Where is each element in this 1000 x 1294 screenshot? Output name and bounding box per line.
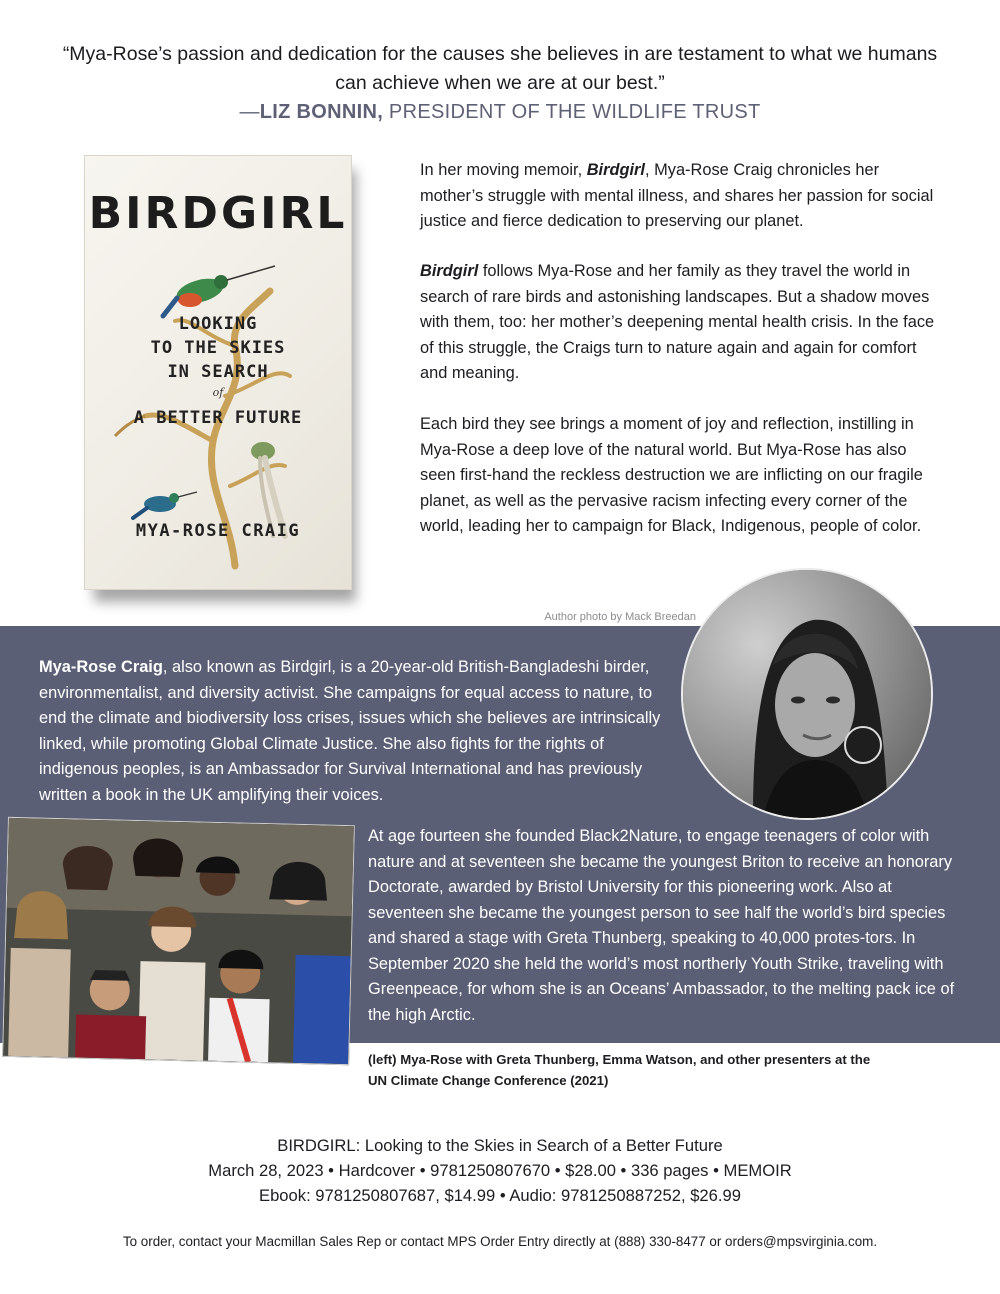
cover-subtitle bbox=[85, 312, 351, 384]
description-paragraph: Birdgirl follows Mya-Rose and her family as they travel the world in search of rare birds and astonishing landscapes. But a shadow moves with them, too: her mother’s deepening mental health crisis. In the face of this struggle, the Craigs turn to nature again and again for comfort and meaning. bbox=[420, 262, 935, 382]
cover-subtitle-line: IN SEARCH bbox=[167, 362, 269, 382]
order-contact: To order, contact your Macmillan Sales Rep or contact MPS Order Entry directly at (888) 330-8477 or orders@mpsvirginia.com. bbox=[122, 1234, 878, 1249]
cover-subtitle-line: TO THE SKIES bbox=[150, 338, 286, 358]
attribution-name: LIZ BONNIN, bbox=[259, 101, 384, 123]
book-title-inline: Birdgirl bbox=[586, 161, 645, 179]
attribution-dash: — bbox=[239, 101, 260, 123]
group-photo bbox=[2, 817, 355, 1065]
cover-title: BIRDGIRL bbox=[88, 188, 348, 239]
book-cover bbox=[84, 155, 352, 590]
author-achievements-paragraph: At age fourteen she founded Black2Nature, to engage teenagers of color with nature and at seventeen she became the youngest Briton to receive an honorary Doctorate, awarded by Bristol University for this pioneering work. Also at seventeen she became the youngest person to see half the world’s bird species and shared a stage with Greta Thunberg, speaking to 40,000 protes-tors. In September 2020 she held the world’s most northerly Youth Strike, traveling with Greenpeace, for whom she is an Oceans’ Ambassador, to the melting pack ice of the high Arctic. bbox=[368, 827, 955, 1024]
author-name: Mya-Rose Craig bbox=[39, 658, 163, 676]
group-photo-illustration bbox=[3, 818, 354, 1064]
cover-subtitle-line: A BETTER FUTURE bbox=[133, 408, 303, 428]
attribution-role: PRESIDENT OF THE WILDLIFE TRUST bbox=[383, 101, 761, 123]
author-portrait bbox=[681, 568, 933, 820]
cover-author: MYA-ROSE CRAIG bbox=[135, 521, 301, 541]
quote-attribution bbox=[60, 101, 940, 124]
book-title-line: BIRDGIRL: Looking to the Skies in Search of a Better Future bbox=[277, 1136, 723, 1155]
book-title-inline: Birdgirl bbox=[420, 262, 479, 280]
photo-caption: (left) Mya-Rose with Greta Thunberg, Emma Watson, and other presenters at the UN Climate Change Conference (2021) bbox=[368, 1052, 871, 1088]
endorsement-quote: “Mya-Rose’s passion and dedication for the causes she believes in are testament to what we humans can achieve when we are at our best.” bbox=[62, 43, 938, 94]
ebook-audio-details: Ebook: 9781250807687, $14.99 • Audio: 9781250887252, $26.99 bbox=[259, 1186, 741, 1205]
description-paragraph: Each bird they see brings a moment of joy and reflection, instilling in Mya-Rose a deep love of the natural world. But Mya-Rose has also seen first-hand the reckless destruction we are inflicting on our fragile planet, as well as the pervasive racism infecting every corner of the world, leading her to campaign for Black, Indigenous, people of color. bbox=[420, 415, 923, 535]
cover-subtitle-line: LOOKING bbox=[178, 314, 258, 334]
description-paragraph: In her moving memoir, Birdgirl, Mya-Rose Craig chronicles her mother’s struggle with mental illness, and shares her passion for social justice and fierce dedication to preserving our planet. bbox=[420, 161, 934, 230]
hardcover-details: March 28, 2023 • Hardcover • 9781250807670 • $28.00 • 336 pages • MEMOIR bbox=[208, 1161, 792, 1180]
author-bio-paragraph: Mya-Rose Craig, also known as Birdgirl, is a 20-year-old British-Bangladeshi birder, environmentalist, and diversity activist. She campaigns for equal access to nature, to end the climate and biodiversity loss crises, issues which she believes are intrinsically linked, while promoting Global Climate Justice. She also fights for the rights of indigenous peoples, is an Ambassador for Survival International and has previously written a book in the UK amplifying their voices. bbox=[39, 658, 661, 804]
cover-subtitle-of: of bbox=[212, 386, 224, 399]
portrait-illustration bbox=[683, 570, 931, 818]
photo-credit: Author photo by Mack Breedan bbox=[544, 611, 696, 623]
